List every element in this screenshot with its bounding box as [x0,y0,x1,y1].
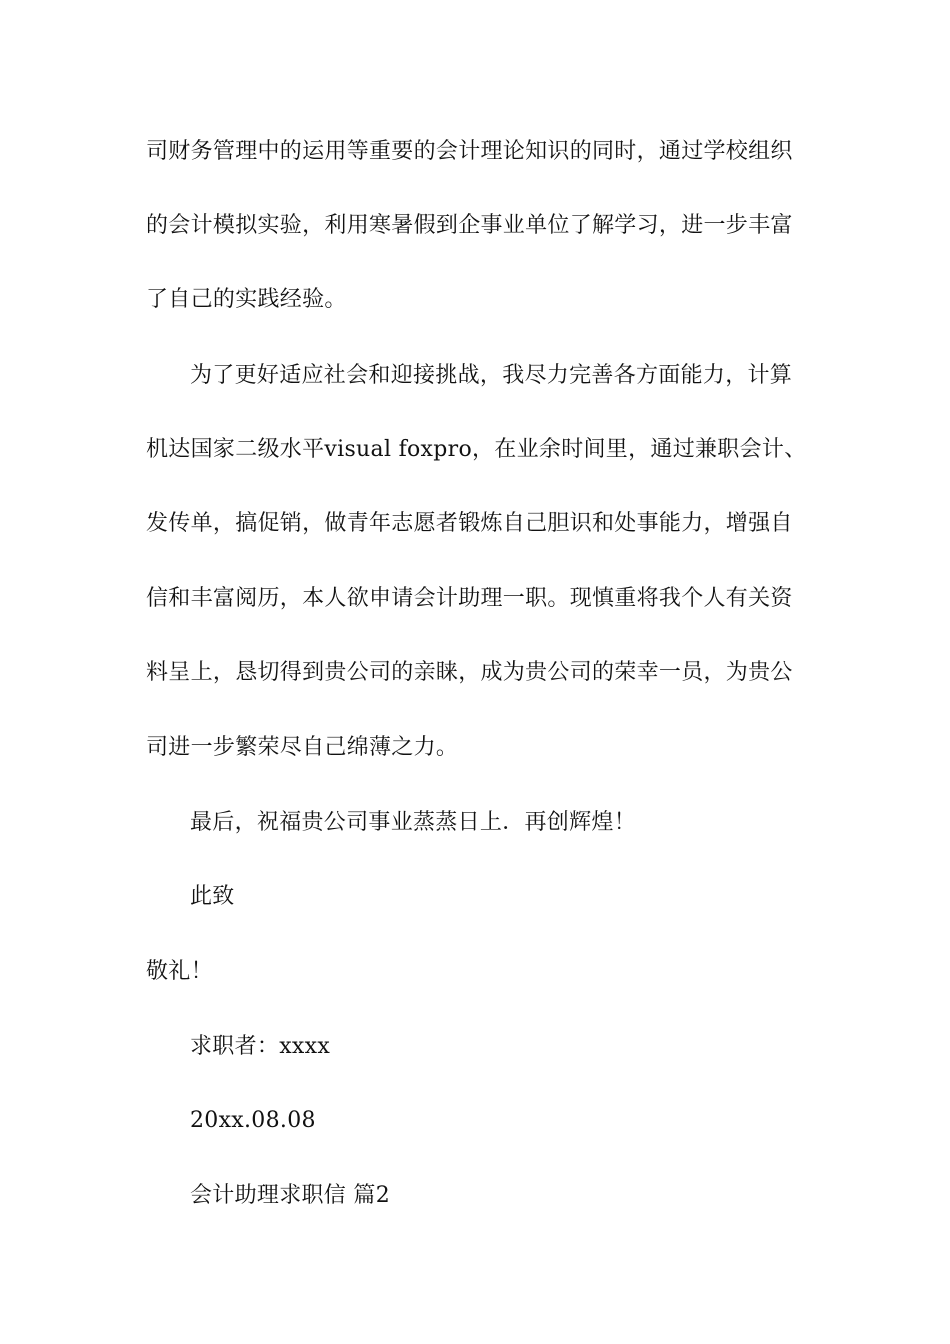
salutation-cizhi: 此致 [190,884,235,909]
body-line: 了自己的实践经验。 [146,287,347,312]
body-line: 发传单，搞促销，做青年志愿者锻炼自己胆识和处事能力，增强自 [146,511,793,536]
applicant-signature: 求职者：xxxx [190,1034,331,1059]
body-line: 机达国家二级水平visual foxpro，在业余时间里，通过兼职会计、 [146,437,807,462]
letter-date: 20xx.08.08 [190,1108,316,1133]
body-line: 司进一步繁荣尽自己绵薄之力。 [146,735,459,760]
body-line: 的会计模拟实验，利用寒暑假到企事业单位了解学习，进一步丰富 [146,213,793,238]
salutation-jingli: 敬礼！ [146,959,213,984]
section-heading: 会计助理求职信 篇2 [190,1183,390,1208]
body-line: 司财务管理中的运用等重要的会计理论知识的同时，通过学校组织 [146,139,793,164]
paragraph-start-line: 为了更好适应社会和迎接挑战，我尽力完善各方面能力，计算 [190,363,793,388]
closing-wish: 最后，祝福贵公司事业蒸蒸日上．再创辉煌！ [190,810,637,835]
body-line: 信和丰富阅历，本人欲申请会计助理一职。现慎重将我个人有关资 [146,586,793,611]
body-line: 料呈上，恳切得到贵公司的亲睐，成为贵公司的荣幸一员，为贵公 [146,660,793,685]
